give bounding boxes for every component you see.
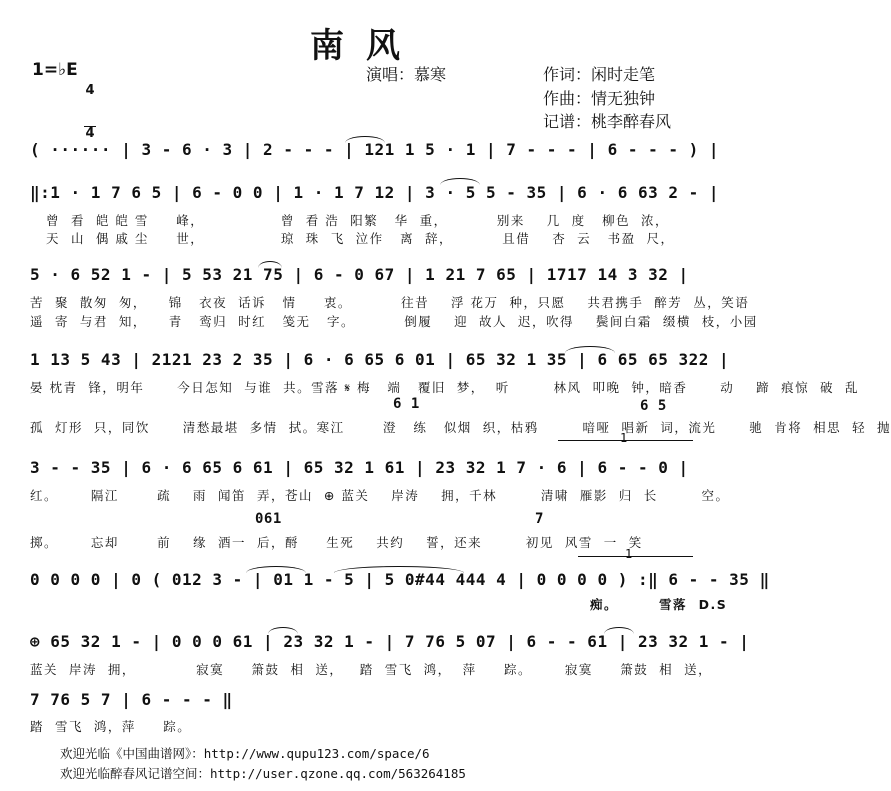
volta-number: 1 [625,547,633,561]
time-signature-bottom: 4 [85,126,95,141]
alt-notes: 6 1 [393,396,420,412]
score-row-intro: ( ······ | 3 - 6 · 3 | 2 - - - | 121 1 5 · 1 | 7 - - - | 6 - - - ) | [30,140,720,159]
lyric-line-1b: 天 山 偶 戚 尘 世， 琼 珠 飞 泣作 离 辞， 且借 杏 云 书盈 尺， [46,231,675,246]
score-row-1: ‖:1 · 1 7 6 5 | 6 - 0 0 | 1 · 1 7 12 | 3 · 5 5 - 35 | 6 · 6 63 2 - | [30,183,720,202]
slur [565,346,615,353]
slur [258,261,282,268]
score-row-3: 1 13 5 43 | 2121 23 2 35 | 6 · 6 65 6 01 | 65 32 1 35 | 6 65 65 322 | [30,350,730,369]
footer-link-qupu[interactable]: 欢迎光临《中国曲谱网》：http://www.qupu123.com/space/6 [60,746,430,761]
score-row-5: 0 0 0 0 | 0 ( 012 3 - | 01 1 - 5 | 5 0#44 444 4 | 0 0 0 0 ) :‖ 6 - - 35 ‖ [30,570,770,589]
score-row-4: 3 - - 35 | 6 · 6 65 6 61 | 65 32 1 61 | 23 32 1 7 · 6 | 6 - - 0 | [30,458,689,477]
slur [268,627,298,634]
lyric-line-4b: 掷。 忘却 前 缘 酒一 后，酹 生死 共约 誓，还来 初见 风雪 一 笑 [30,535,643,550]
lyric-line-3a: 晏 枕青 锋，明年 今日怎知 与谁 共。雪落 𝄋 梅 端 覆旧 梦， 听 林风 叩晚 钟，暗香 动 蹄 痕惊 破 乱 [30,380,859,395]
lyric-line-5: 痴。 雪落 D.S [590,597,728,612]
lyricist-credit: 作词：闲时走笔 [543,65,656,84]
lyric-line-3b: 孤 灯形 只，同饮 清愁最堪 多情 拭。寒江 澄 练 似烟 织，枯鸦 喑哑 唱新 词，流光 驰 肯将 相思 轻 抛 [30,420,891,435]
slur [440,178,480,185]
alt-notes: 6 5 [640,398,667,414]
score-row-6: ⊕ 65 32 1 - | 0 0 0 61 | 23 32 1 - | 7 76 5 07 | 6 - - 61 | 23 32 1 - | [30,632,750,651]
slur [345,136,385,143]
alt-notes: 7 [535,511,544,527]
composer-credit: 作曲：情无独钟 [543,89,656,108]
lyric-line-2a: 苦 聚 散匆 匆， 锦 衣夜 话诉 情 衷。 往昔 浮 花万 种，只愿 共君携手 醉芳 丛，笑语 [30,295,750,310]
slur [246,566,306,573]
lyric-line-7: 踏 雪飞 鸿，萍 踪。 [30,719,192,734]
lyric-line-2b: 遥 寄 与君 知， 青 鸾归 时红 笺无 字。 倒履 迎 故人 迟，吹得 鬓间白霜 缀横 枝，小园 [30,314,758,329]
slur [334,566,464,573]
score-row-2: 5 · 6 52 1 - | 5 53 21 75 | 6 - 0 67 | 1 21 7 65 | 1717 14 3 32 | [30,265,689,284]
slur [604,627,634,634]
time-signature-top: 4 [85,83,95,98]
lyric-line-1a: 曾 看 皑 皑 雪 峰， 曾 看 浩 阳繁 华 重， 别来 几 度 柳色 浓， [46,213,670,228]
singer-credit: 演唱：慕寒 [366,65,447,84]
footer-link-qzone[interactable]: 欢迎光临醉春风记谱空间：http://user.qzone.qq.com/563264185 [60,766,466,781]
lyric-line-6: 蓝关 岸涛 拥， 寂寞 箫鼓 相 送， 踏 雪飞 鸿， 萍 踪。 寂寞 箫鼓 相 送， [30,662,713,677]
volta-number: 1 [620,431,628,445]
score-row-7: 7 76 5 7 | 6 - - - ‖ [30,690,233,709]
key-signature: 1=♭E [32,60,78,80]
lyric-line-4a: 红。 隔江 疏 雨 闻笛 弄，苍山 ⊕ 蓝关 岸涛 拥，千林 清啸 雁影 归 长 空。 [30,488,730,503]
volta-line [578,556,693,557]
transcriber-credit: 记谱：桃李醉春风 [543,112,672,131]
alt-notes: 061 [255,511,282,527]
song-title: 南风 [310,26,422,66]
